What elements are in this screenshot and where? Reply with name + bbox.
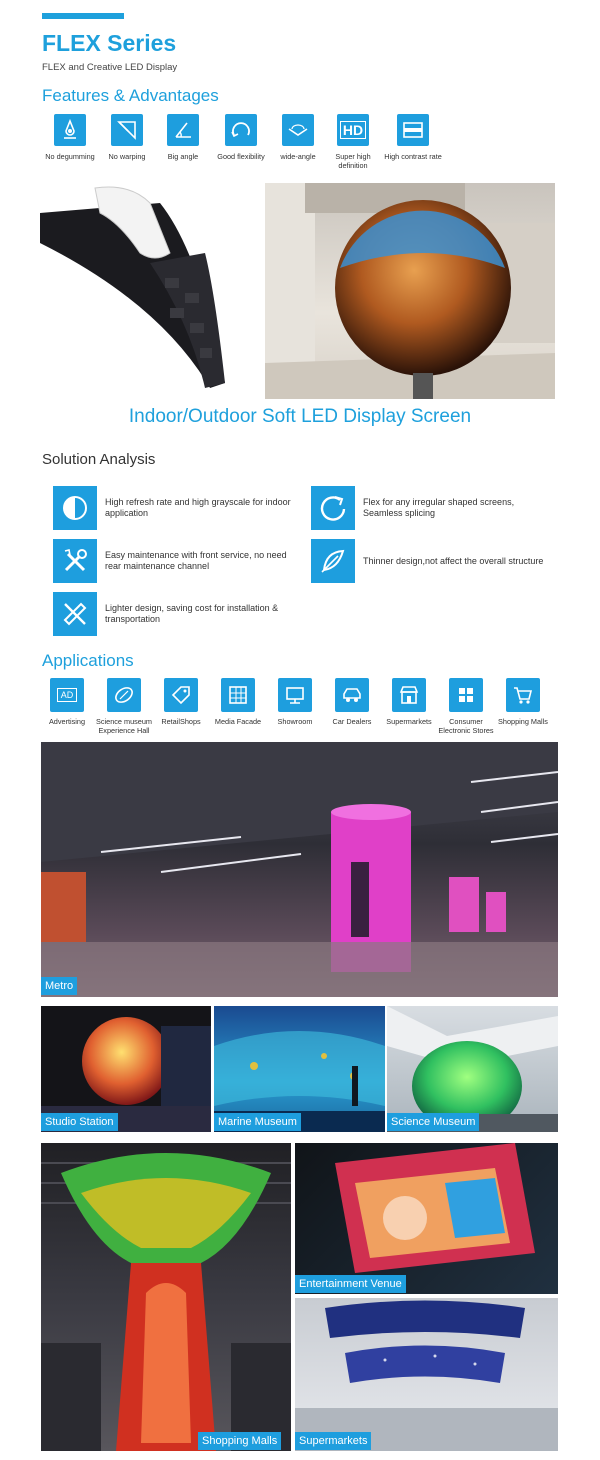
feature-label: Good flexibility: [217, 152, 265, 161]
sphere-display-photo: [265, 183, 555, 399]
top-accent-bar: [42, 13, 124, 19]
app-label: Car Dealers: [332, 717, 372, 726]
feature-super-high-definition: [323, 114, 383, 170]
feature-good-flexibility: [211, 114, 271, 161]
feature-no-warping: [97, 114, 157, 161]
app-label: Media Facade: [214, 717, 262, 726]
feature-label: No warping: [108, 152, 146, 161]
app-label: Showroom: [277, 717, 313, 726]
tools-icon: [53, 539, 97, 583]
caption-science-museum: Science Museum: [387, 1113, 479, 1131]
feature-high-contrast-rate: [383, 114, 443, 161]
solution-text: Easy maintenance with front service, no need rear maintenance channel: [105, 550, 287, 571]
flex-circle-icon: [311, 486, 355, 530]
app-car-dealers: [323, 678, 381, 726]
feature-label: Super high definition: [335, 152, 371, 170]
folded-corner-icon: [111, 114, 143, 146]
feather-icon: [311, 539, 355, 583]
caption-metro: Metro: [41, 977, 77, 995]
feature-label: wide-angle: [280, 152, 316, 161]
solution-item-flex: [311, 486, 553, 530]
contrast-icon: [397, 114, 429, 146]
tag-icon: [164, 678, 198, 712]
cart-icon: [506, 678, 540, 712]
tree-display-photo: [41, 1143, 291, 1451]
hd-icon: HD: [337, 114, 369, 146]
solution-item-grayscale: [53, 486, 295, 530]
feature-no-degumming: [40, 114, 100, 161]
car-icon: [335, 678, 369, 712]
applications-heading: Applications: [42, 651, 134, 670]
solution-item-maintenance: [53, 539, 295, 583]
app-label: Shopping Malls: [498, 717, 548, 726]
ad-icon: AD: [50, 678, 84, 712]
app-label: Consumer Electronic Stores: [438, 717, 494, 735]
app-label: Supermarkets: [386, 717, 432, 726]
solution-item-lighter: [53, 592, 295, 636]
feature-big-angle: [153, 114, 213, 161]
app-showroom: [266, 678, 324, 726]
entertainment-venue-photo: [295, 1143, 558, 1294]
app-advertising: [38, 678, 96, 726]
solution-text: Flex for any irregular shaped screens, Seamless splicing: [363, 497, 515, 518]
windows-icon: [449, 678, 483, 712]
solution-text: Thinner design,not affect the overall structure: [363, 555, 544, 566]
caption-supermarkets: Supermarkets: [295, 1432, 371, 1450]
curve-arrow-icon: [225, 114, 257, 146]
showroom-icon: [278, 678, 312, 712]
caption-shopping-malls: Shopping Malls: [198, 1432, 281, 1450]
app-science-museum: [95, 678, 153, 735]
feature-label: No degumming: [45, 152, 95, 161]
gel-drop-icon: [54, 114, 86, 146]
app-retail-shops: [152, 678, 210, 726]
app-consumer-electronic-stores: [437, 678, 495, 735]
solution-item-thinner: [311, 539, 553, 583]
solution-heading: Solution Analysis: [42, 451, 156, 468]
feature-wide-angle: [268, 114, 328, 161]
hero-caption: Indoor/Outdoor Soft LED Display Screen: [128, 406, 472, 427]
app-supermarkets: [380, 678, 438, 726]
caption-studio-station: Studio Station: [41, 1113, 118, 1131]
app-media-facade: [209, 678, 267, 726]
caption-entertainment-venue: Entertainment Venue: [295, 1275, 406, 1293]
grayscale-icon: [53, 486, 97, 530]
feature-label: Big angle: [167, 152, 199, 161]
flexible-module-photo: [40, 183, 262, 393]
angle-icon: [167, 114, 199, 146]
media-facade-icon: [221, 678, 255, 712]
wide-angle-icon: [282, 114, 314, 146]
page-title: FLEX Series: [42, 30, 177, 56]
solution-text: Lighter design, saving cost for installation & transportation: [105, 603, 279, 624]
ruler-pencil-icon: [53, 592, 97, 636]
app-label: RetailShops: [161, 717, 201, 726]
supermarket-display-photo: [295, 1298, 558, 1451]
page-subtitle: FLEX and Creative LED Display: [42, 62, 178, 73]
app-label: Advertising: [48, 717, 86, 726]
solution-text: High refresh rate and high grayscale for indoor application: [105, 497, 291, 518]
store-icon: [392, 678, 426, 712]
rugby-icon: [107, 678, 141, 712]
features-heading: Features & Advantages: [42, 86, 219, 105]
app-label: Science museum Experience Hall: [96, 717, 152, 735]
feature-label: High contrast rate: [384, 152, 442, 161]
app-shopping-malls: [494, 678, 552, 726]
metro-photo: [41, 742, 558, 997]
caption-marine-museum: Marine Museum: [214, 1113, 301, 1131]
